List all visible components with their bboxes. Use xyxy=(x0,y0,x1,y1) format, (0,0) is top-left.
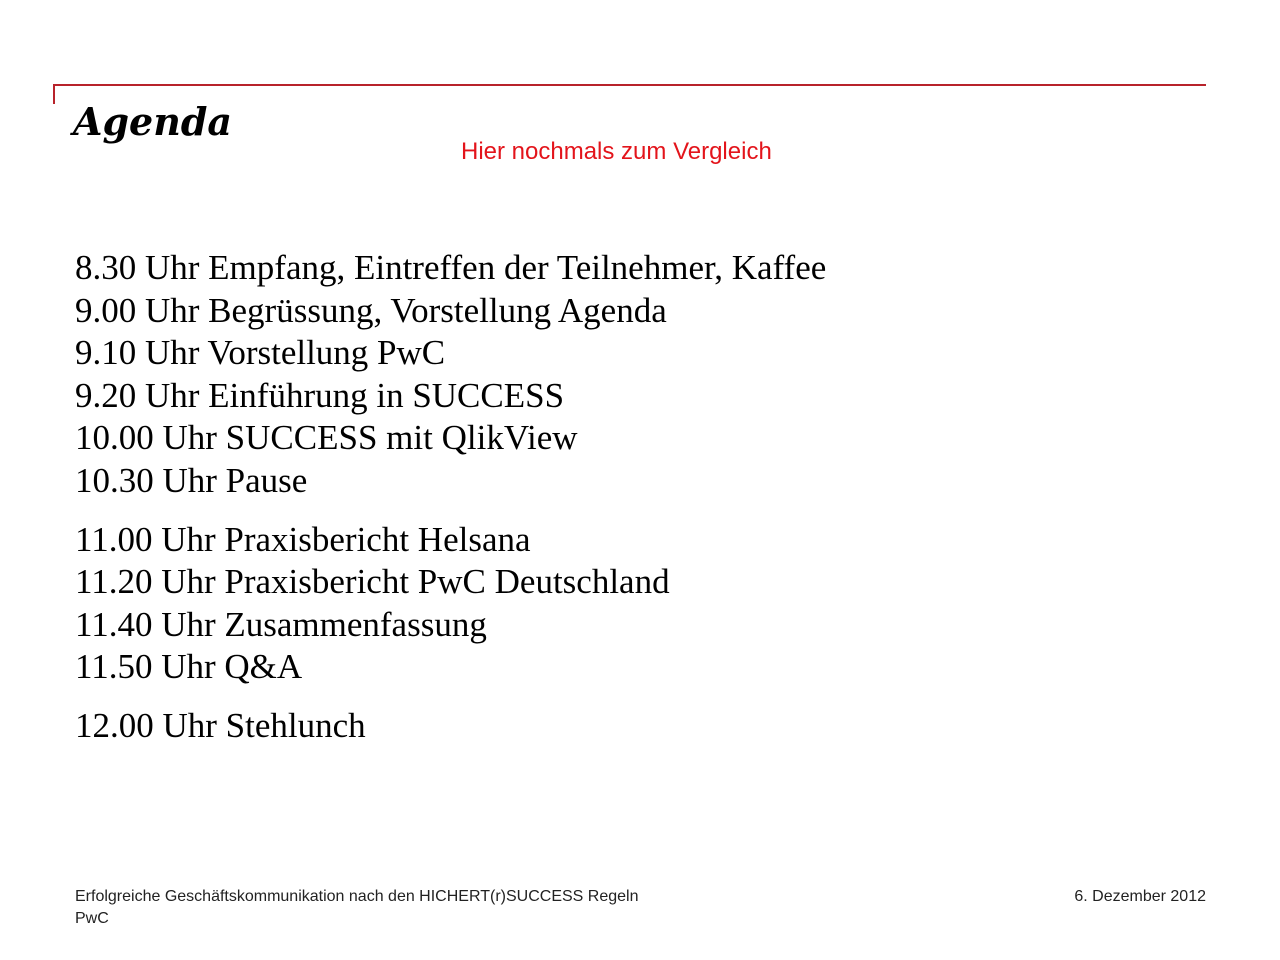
agenda-group-morning xyxy=(75,247,1175,460)
agenda-item: 8.30 Uhr Empfang, Eintreffen der Teilnehmer, Kaffee xyxy=(75,248,827,287)
agenda-item: 11.00 Uhr Praxisbericht Helsana xyxy=(75,519,531,559)
agenda-item: 12.00 Uhr Stehlunch xyxy=(75,705,366,745)
footer-date: 6. Dezember 2012 xyxy=(1074,888,1206,905)
agenda-item: 9.10 Uhr Vorstellung PwC xyxy=(75,333,446,373)
header-rule xyxy=(53,84,1206,86)
footer-presentation-title: Erfolgreiche Geschäftskommunikation nach den HICHERT(r)SUCCESS Regeln xyxy=(75,888,639,905)
agenda-item: 11.50 Uhr Q&A xyxy=(75,647,303,687)
agenda-item: 9.20 Uhr Einführung in SUCCESS xyxy=(75,375,565,415)
footer-caption xyxy=(75,886,638,930)
footer-company: PwC xyxy=(75,910,109,927)
header-corner-mark xyxy=(53,84,55,104)
agenda-item: 10.00 Uhr SUCCESS mit QlikView xyxy=(75,418,578,458)
agenda-item: 11.20 Uhr Praxisbericht PwC Deutschland xyxy=(75,562,670,602)
agenda-item: 10.30 Uhr Pause xyxy=(75,460,308,500)
slide-title: Agenda xyxy=(73,99,233,144)
agenda-group-lunch xyxy=(75,705,1175,748)
agenda-list xyxy=(75,247,1175,748)
comparison-note: Hier nochmals zum Vergleich xyxy=(461,138,772,165)
agenda-group-reports xyxy=(75,519,1175,689)
agenda-item: 11.40 Uhr Zusammenfassung xyxy=(75,604,487,644)
agenda-item: 9.00 Uhr Begrüssung, Vorstellung Agenda xyxy=(75,290,667,330)
agenda-group-break xyxy=(75,460,1175,503)
